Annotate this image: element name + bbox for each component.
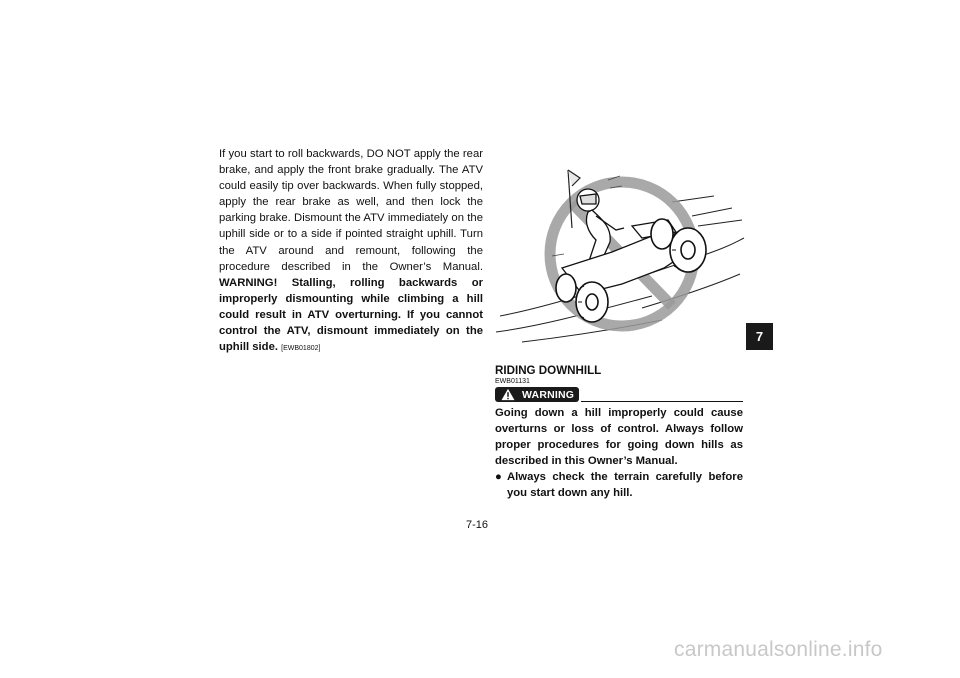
page-number: 7-16 <box>466 519 489 531</box>
list-item-text: Always check the terrain carefully before you start down any hill. <box>507 471 743 500</box>
bullet-icon: ● <box>495 471 502 484</box>
inline-warning-text: WARNING! Stalling, rolling backwards or improperly dismounting while climbing a hill could result in ATV overturning. If you cannot control the ATV, dismount immediately on the uphill side. <box>219 276 483 354</box>
section-code: EWB01131 <box>495 378 530 385</box>
list-item <box>495 469 743 501</box>
warning-code: [EWB01802] <box>281 345 321 353</box>
warning-body <box>495 405 743 502</box>
instruction-text: If you start to roll backwards, DO NOT apply the rear brake, and apply the front brake gradually. The ATV could easily tip over backwards. When fully stopped, apply the rear brake as well, and then lock the parking brake. Dismount the ATV immediately on the uphill side or to a side if pointed straight uphill. Turn the ATV around and remount, following the procedure described in the Owner’s Manual. <box>219 148 483 273</box>
warning-label: WARNING <box>522 388 575 401</box>
warning-badge <box>495 387 579 402</box>
watermark: carmanualsonline.info <box>674 638 883 661</box>
section-title: RIDING DOWNHILL <box>495 364 602 377</box>
chapter-tab: 7 <box>746 323 773 350</box>
atv-uphill-prohibited-illustration <box>492 156 746 348</box>
warning-triangle-icon <box>500 388 516 401</box>
warning-rule <box>581 401 743 402</box>
warning-header <box>495 387 743 403</box>
warning-paragraph: Going down a hill improperly could cause overturns or loss of control. Always follow proper procedures for going down hills as described in this Owner’s Manual. <box>495 407 743 468</box>
left-paragraph <box>219 146 483 357</box>
